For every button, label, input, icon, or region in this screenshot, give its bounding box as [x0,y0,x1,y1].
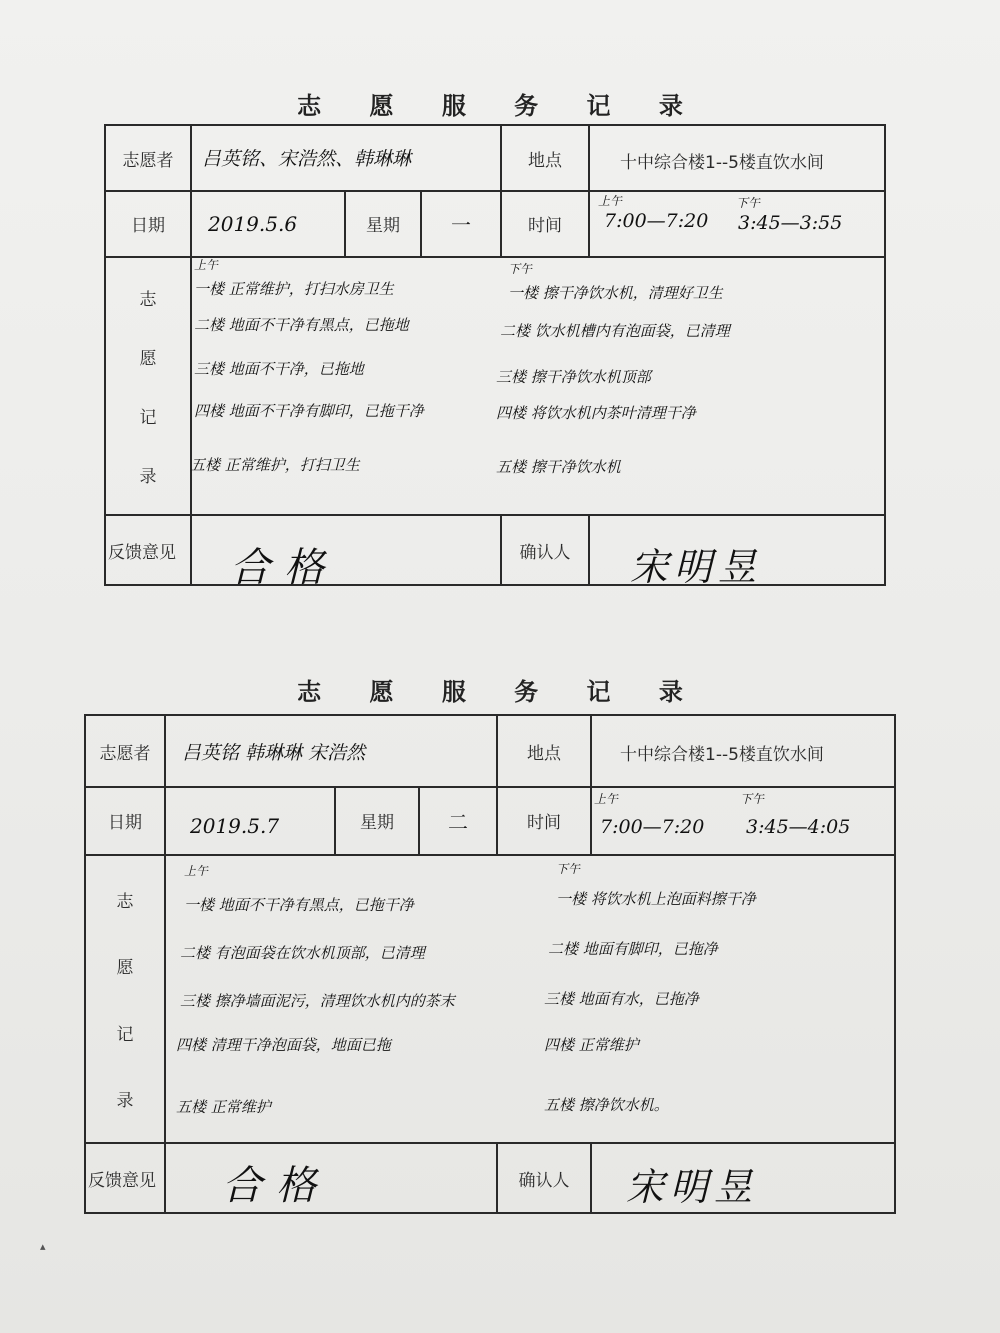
feedback-value: 合格 [230,545,338,591]
record-pm-4: 四楼 正常维护 [544,1036,639,1054]
records-am-label: 上午 [184,864,209,878]
record-char: 记 [139,408,157,428]
volunteers-label: 志愿者 [99,743,151,764]
record-char: 愿 [139,349,157,369]
volunteers-value: 吕英铭 韩琳琳 宋浩然 [182,742,366,764]
form1-title: 志 愿 服 务 记 录 [297,91,703,120]
am-time: 7:00—7:20 [600,816,705,838]
records-pm-label: 下午 [556,862,581,876]
weekday-value: 二 [448,809,468,834]
confirmer-label: 确认人 [519,542,571,563]
feedback-label: 反馈意见 [88,1170,156,1191]
record-pm-5: 五楼 擦干净饮水机 [496,458,621,476]
date-label: 日期 [108,812,142,833]
location-label: 地点 [527,743,561,764]
date-value: 2019.5.7 [190,814,280,838]
date-value: 2019.5.6 [208,212,298,236]
am-time: 7:00—7:20 [604,210,709,232]
record-char: 志 [116,891,134,912]
am-label: 上午 [598,194,623,208]
pm-time: 3:45—3:55 [738,212,843,234]
location-label: 地点 [528,150,562,171]
record-pm-2: 二楼 饮水机槽内有泡面袋，已清理 [500,322,730,340]
record-pm-2: 二楼 地面有脚印，已拖净 [548,940,718,958]
confirmer-signature: 宋明昱 [626,1165,759,1209]
record-pm-5: 五楼 擦净饮水机。 [544,1096,669,1114]
record-char: 愿 [116,958,134,979]
location-value: 十中综合楼1--5楼直饮水间 [620,745,824,765]
date-label: 日期 [131,215,165,236]
record-char: 记 [116,1024,134,1045]
confirmer-signature: 宋明昱 [630,545,763,589]
record-am-4: 四楼 地面不干净有脚印，已拖干净 [194,402,424,420]
record-char: 志 [139,290,157,310]
record-pm-3: 三楼 地面有水，已拖净 [544,990,699,1008]
weekday-label: 星期 [360,812,394,833]
am-label: 上午 [594,792,619,806]
record-label [106,258,190,514]
record-am-5: 五楼 正常维护 [176,1098,271,1116]
form2-title: 志 愿 服 务 记 录 [297,677,703,706]
pm-time: 3:45—4:05 [746,816,851,838]
record-am-5: 五楼 正常维护，打扫卫生 [190,456,360,474]
records-am-label: 上午 [194,258,219,272]
record-pm-1: 一楼 擦干净饮水机，清理好卫生 [508,284,723,302]
time-label: 时间 [528,215,562,236]
stray-mark: ▴ [40,1240,46,1253]
record-pm-4: 四楼 将饮水机内茶叶清理干净 [496,404,696,422]
time-label: 时间 [527,812,561,833]
location-value: 十中综合楼1--5楼直饮水间 [620,153,824,173]
record-char: 录 [139,467,157,487]
records-pm-label: 下午 [508,262,533,276]
volunteers-value: 吕英铭、宋浩然、韩琳琳 [202,148,412,170]
record-am-3: 三楼 擦净墙面泥污，清理饮水机内的茶末 [180,992,455,1010]
record-am-3: 三楼 地面不干净，已拖地 [194,360,364,378]
record-am-4: 四楼 清理干净泡面袋，地面已拖 [176,1036,391,1054]
feedback-label: 反馈意见 [108,542,176,563]
weekday-value: 一 [451,212,471,237]
form2-table [84,714,896,1214]
record-am-1: 一楼 正常维护，打扫水房卫生 [194,280,394,298]
record-label [86,856,164,1142]
record-pm-3: 三楼 擦干净饮水机顶部 [496,368,651,386]
record-am-2: 二楼 地面不干净有黑点，已拖地 [194,316,409,334]
record-char: 录 [116,1091,134,1112]
form1-table [104,124,886,591]
feedback-value: 合格 [222,1163,330,1209]
pm-label: 下午 [740,792,765,806]
weekday-label: 星期 [366,215,400,236]
confirmer-label: 确认人 [518,1170,570,1191]
record-am-2: 二楼 有泡面袋在饮水机顶部，已清理 [180,944,425,962]
volunteers-label: 志愿者 [122,150,174,171]
record-pm-1: 一楼 将饮水机上泡面料擦干净 [556,890,756,908]
pm-label: 下午 [736,196,761,210]
record-am-1: 一楼 地面不干净有黑点，已拖干净 [184,896,414,914]
